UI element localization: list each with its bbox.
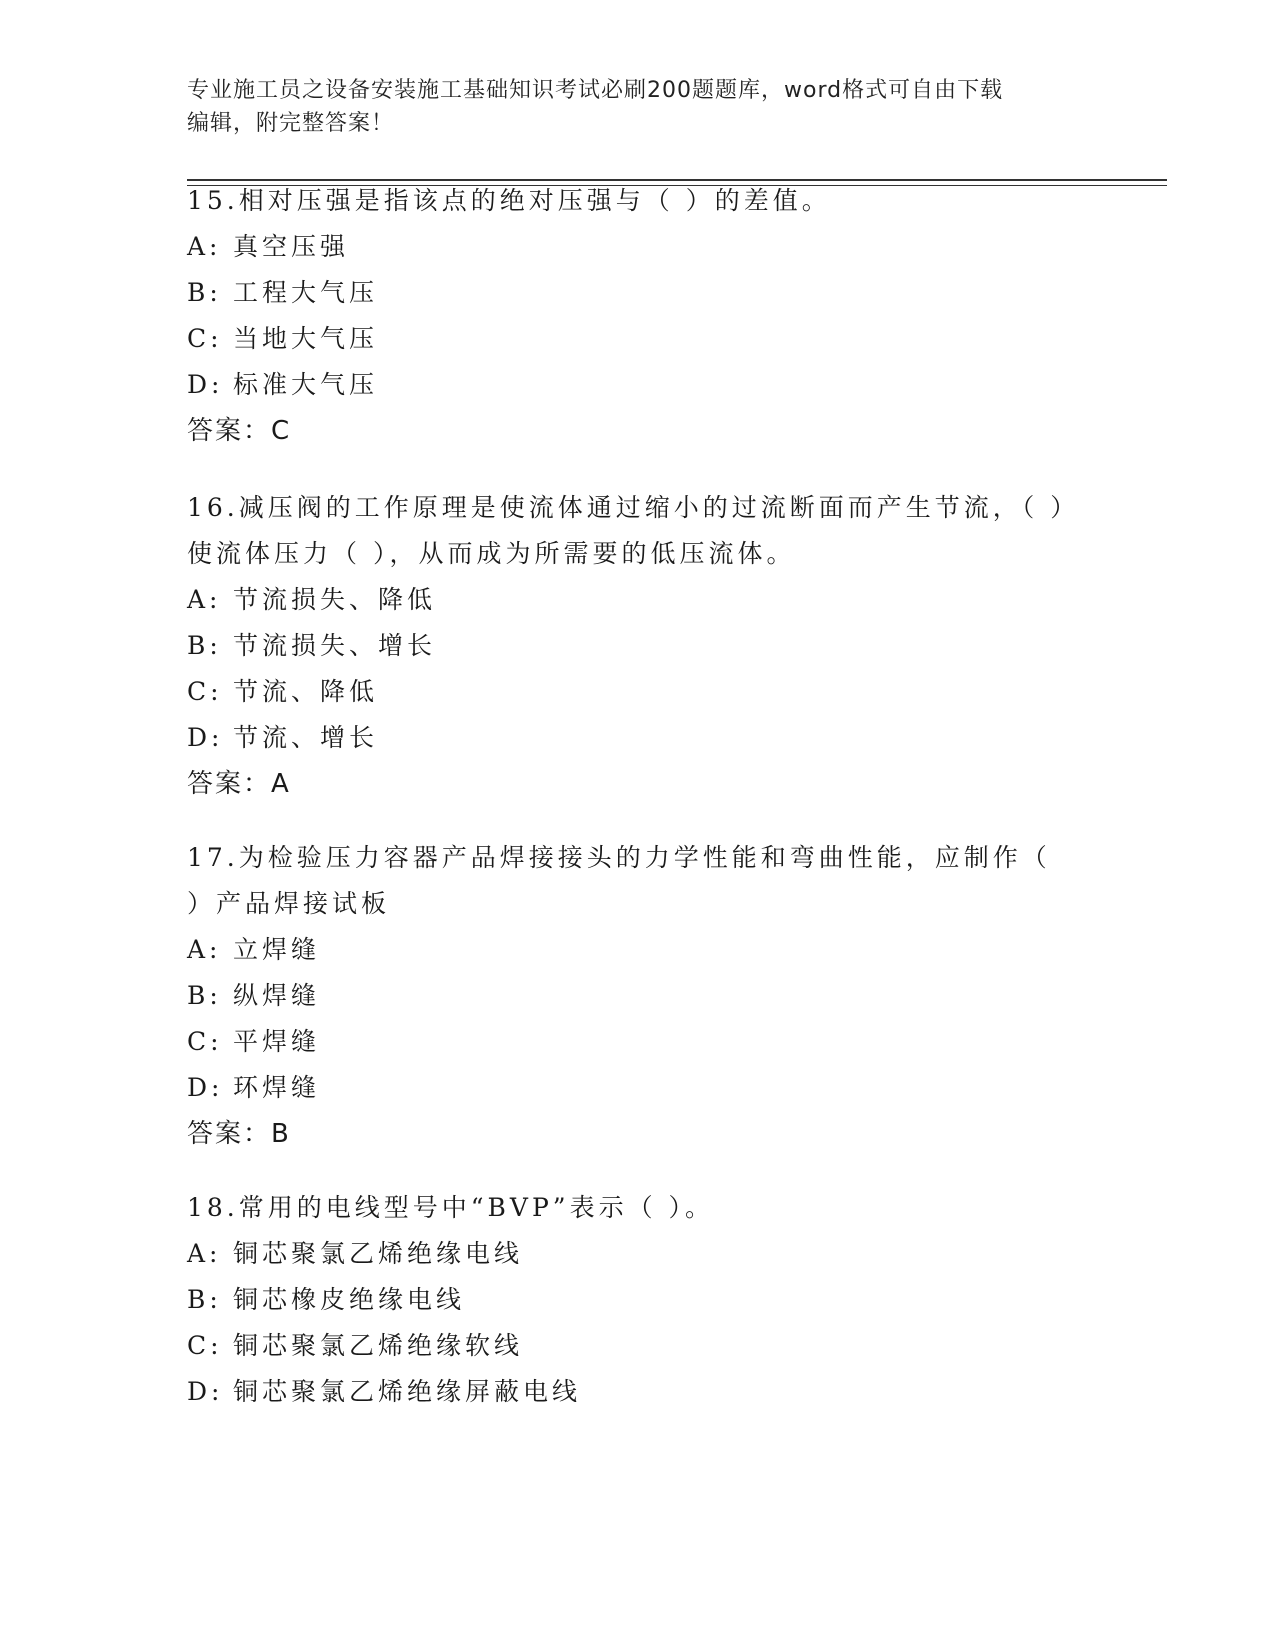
option-letter: B: <box>187 1285 222 1314</box>
option-b <box>187 270 1067 316</box>
option-text: 节流、增长 <box>233 723 379 752</box>
option-text: 节流损失、增长 <box>233 631 437 660</box>
option-a <box>187 577 1067 623</box>
question-17 <box>187 835 1067 1157</box>
question-stem: 16.减压阀的工作原理是使流体通过缩小的过流断面而产生节流，（ ）使流体压力（ ），从而成为所需要的低压流体。 <box>187 493 1067 568</box>
header-line-1: 专业施工员之设备安装施工基础知识考试必刷200题题库，word格式可自由下载 <box>187 78 1004 103</box>
option-b <box>187 623 1067 669</box>
option-letter: C: <box>187 1027 223 1056</box>
option-letter: B: <box>187 981 222 1010</box>
option-letter: D: <box>187 723 224 752</box>
option-text: 真空压强 <box>233 232 350 261</box>
answer-label: 答案：B <box>187 1119 291 1149</box>
option-letter: A: <box>187 232 222 261</box>
option-a <box>187 927 1067 973</box>
document-header <box>187 74 1087 140</box>
option-a <box>187 224 1067 270</box>
option-letter: D: <box>187 370 224 399</box>
option-text: 铜芯聚氯乙烯绝缘电线 <box>233 1239 524 1268</box>
option-text: 工程大气压 <box>233 278 379 307</box>
option-text: 标准大气压 <box>233 370 379 399</box>
question-18 <box>187 1185 1067 1415</box>
option-d <box>187 715 1067 761</box>
option-a <box>187 1231 1067 1277</box>
option-letter: B: <box>187 631 222 660</box>
option-d <box>187 1065 1067 1111</box>
option-letter: C: <box>187 677 223 706</box>
option-text: 立焊缝 <box>233 935 321 964</box>
option-d <box>187 1369 1067 1415</box>
question-stem: 15.相对压强是指该点的绝对压强与（ ）的差值。 <box>187 186 831 215</box>
answer-label: 答案：C <box>187 416 292 446</box>
option-c <box>187 316 1067 362</box>
option-d <box>187 362 1067 408</box>
option-text: 铜芯聚氯乙烯绝缘屏蔽电线 <box>233 1377 582 1406</box>
option-b <box>187 973 1067 1019</box>
option-letter: C: <box>187 324 223 353</box>
question-stem: 17.为检验压力容器产品焊接接头的力学性能和弯曲性能，应制作（ ）产品焊接试板 <box>187 843 1051 918</box>
option-letter: A: <box>187 935 222 964</box>
answer-label: 答案：A <box>187 769 291 799</box>
question-16 <box>187 485 1067 807</box>
option-text: 环焊缝 <box>233 1073 321 1102</box>
option-text: 铜芯橡皮绝缘电线 <box>233 1285 466 1314</box>
option-text: 节流损失、降低 <box>233 585 437 614</box>
option-text: 节流、降低 <box>233 677 379 706</box>
option-letter: C: <box>187 1331 223 1360</box>
header-line-2: 编辑，附完整答案！ <box>187 111 395 136</box>
option-text: 当地大气压 <box>233 324 379 353</box>
question-15 <box>187 178 1067 454</box>
option-text: 纵焊缝 <box>233 981 321 1010</box>
option-letter: B: <box>187 278 222 307</box>
option-c <box>187 669 1067 715</box>
option-letter: D: <box>187 1377 224 1406</box>
option-letter: D: <box>187 1073 224 1102</box>
option-text: 铜芯聚氯乙烯绝缘软线 <box>233 1331 524 1360</box>
option-text: 平焊缝 <box>233 1027 321 1056</box>
option-b <box>187 1277 1067 1323</box>
option-c <box>187 1019 1067 1065</box>
option-letter: A: <box>187 1239 222 1268</box>
option-c <box>187 1323 1067 1369</box>
question-stem: 18.常用的电线型号中“BVP”表示（ ）。 <box>187 1193 715 1222</box>
option-letter: A: <box>187 585 222 614</box>
